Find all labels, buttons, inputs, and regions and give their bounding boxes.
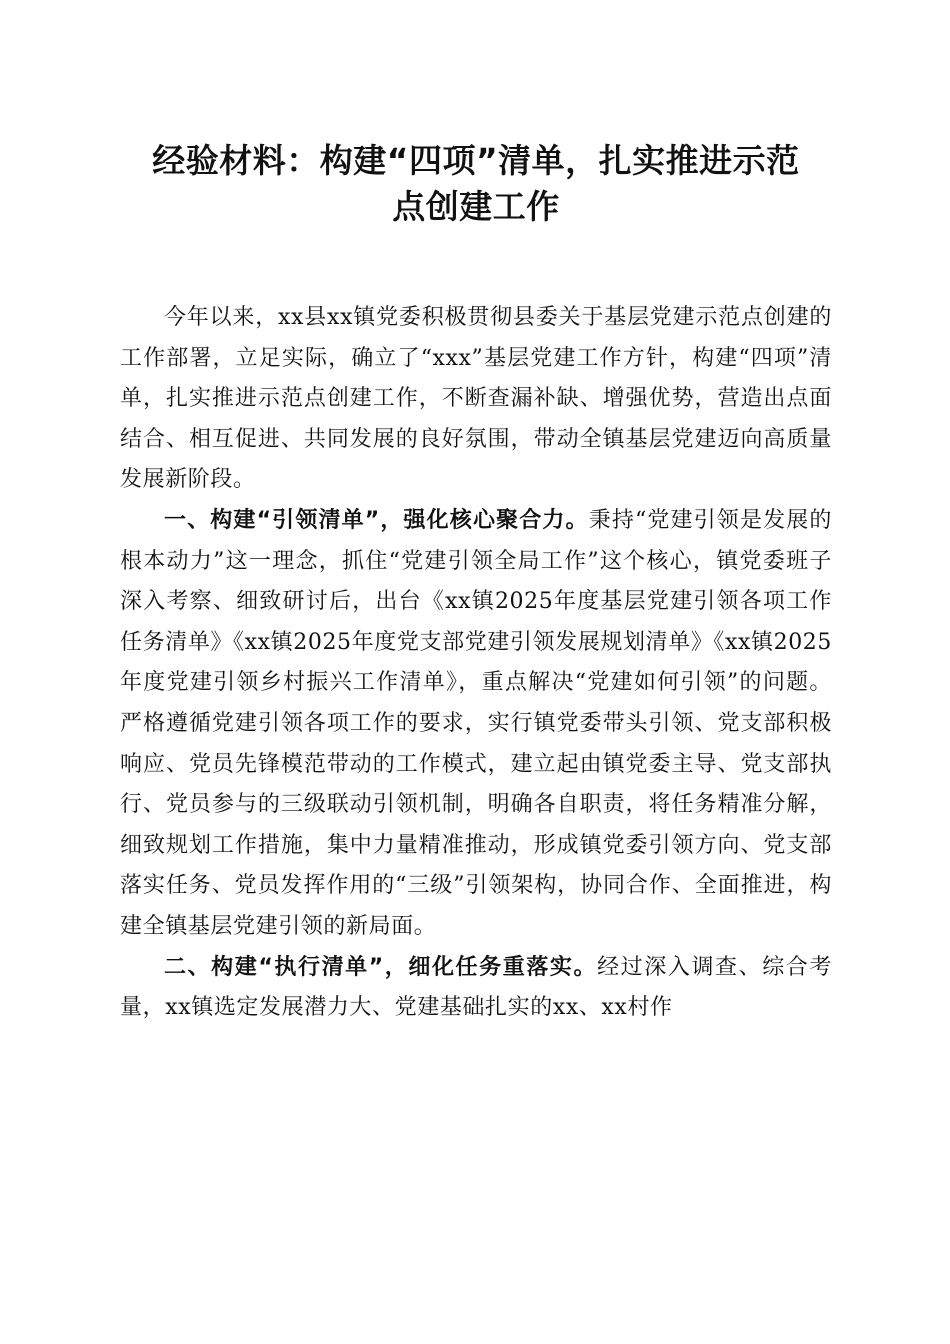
section-two-heading: 二、构建“执行清单”，细化任务重落实。 — [164, 954, 598, 980]
document-body — [120, 298, 832, 1029]
document-title — [120, 138, 832, 230]
paragraph-text: 今年以来，xx县xx镇党委积极贯彻县委关于基层党建示范点创建的工作部署，立足实际，确立了“xxx”基层党建工作方针，构建“四项”清单，扎实推进示范点创建工作，不断查漏补缺、增强优势，营造出点面结合、相互促进、共同发展的良好氛围，带动全镇基层党建迈向高质量发展新阶段。 — [120, 305, 832, 493]
section-two-paragraph — [120, 948, 832, 1029]
section-one-paragraph — [120, 501, 832, 948]
section-one-text: 秉持“党建引领是发展的根本动力”这一理念，抓住“党建引领全局工作”这个核心，镇党委班子深入考察、细致研讨后，出台《xx镇2025年度基层党建引领各项工作任务清单》《xx镇2025年度党支部党建引领发展规划清单》《xx镇2025年度党建引领乡村振兴工作清单》，重点解决“党建如何引领”的问题。严格遵循党建引领各项工作的要求，实行镇党委带头引领、党支部积极响应、党员先锋模范带动的工作模式，建立起由镇党委主导、党支部执行、党员参与的三级联动引领机制，明确各自职责，将任务精准分解，细致规划工作措施，集中力量精准推动，形成镇党委引领方向、党支部落实任务、党员发挥作用的“三级”引领架构，协同合作、全面推进，构建全镇基层党建引领的新局面。 — [120, 507, 832, 939]
section-one-heading: 一、构建“引领清单”，强化核心聚合力。 — [164, 507, 589, 533]
intro-paragraph — [120, 298, 832, 501]
section-two-text: 经过深入调查、综合考量，xx镇选定发展潜力大、党建基础扎实的xx、xx村作 — [120, 954, 832, 1021]
title-line-1: 经验材料：构建“四项”清单，扎实推进示范 — [152, 141, 800, 180]
title-line-2: 点创建工作 — [392, 187, 560, 226]
